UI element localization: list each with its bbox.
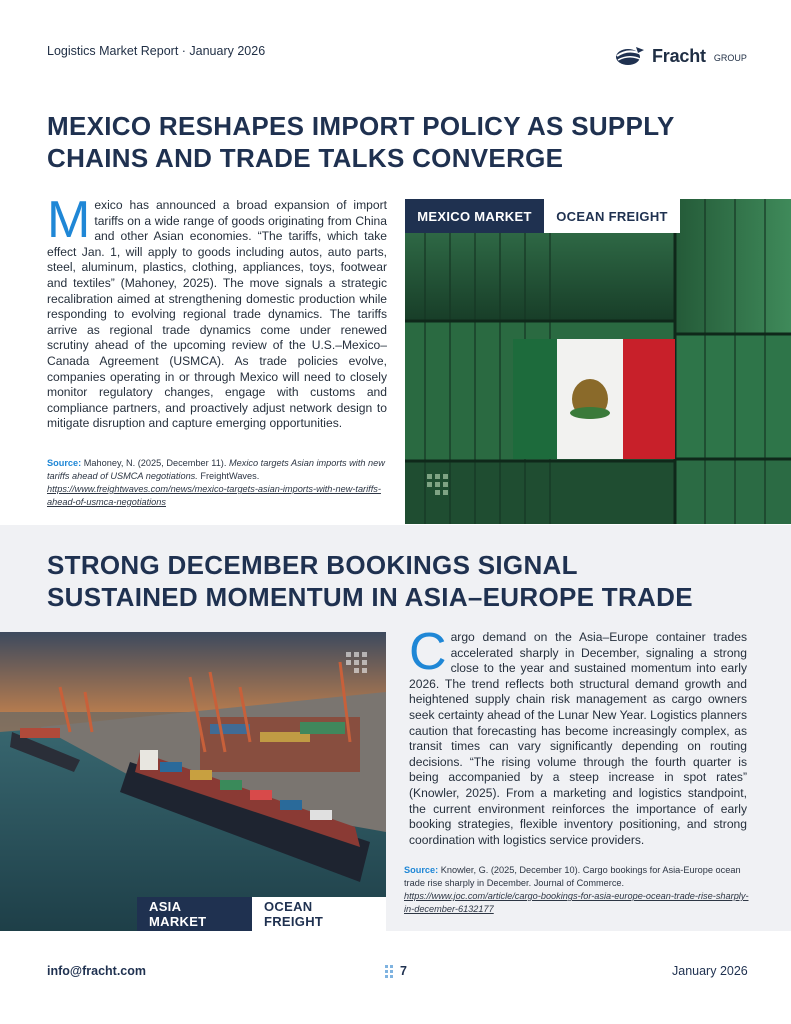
article2-source-label: Source: bbox=[404, 865, 439, 875]
article2-body-text: argo demand on the Asia–Europe container trades accelerated sharply in December, signaling a strong close to the year and sustained momentum into early 2026. The trend reflects both structural demand growth and heightened supply chain risk management as cargo owners seek certainty ahead of the Lunar New Year. Logistics planners caution that forecasting has become increasingly complex, as transit times can vary significantly depending on routing decisions. “The rising volume through the fourth quarter is being accompanied by a steep increase in spot rates” (Knowler, 2025). From a marketing and logistics standpoint, the current environment reinforces the importance of early booking strategies, flexible inventory positioning, and strong coordination with logistics service providers. bbox=[409, 630, 747, 847]
article1-body-text: exico has announced a broad expansion of import tariffs on a wide range of goods originating from China and other Asian economies. “The tariffs, which take effect Jan. 1, will apply to goods including autos, auto parts, steel, aluminum, plastics, clothing, appliances, toys, footwear and textiles” (Mahoney, 2025). The move signals a strategic recalibration aimed at strengthening domestic production while responding to evolving regional trade dynamics. The tariffs arrive as regional trade dynamics come under renewed scrutiny ahead of the upcoming review of the U.S.–Mexico–Canada Agreement (USMCA). As trade policies evolve, companies operating in or through Mexico will need to closely monitor regulatory changes, engage with customs and compliance partners, and proactively adjust network design to mitigate disruption and capture emerging opportunities. bbox=[47, 198, 387, 431]
fracht-globe-icon bbox=[614, 44, 646, 68]
logo-group-text: GROUP bbox=[713, 53, 747, 63]
footer-page-number bbox=[385, 964, 407, 978]
article1-source bbox=[47, 457, 387, 509]
article1-dropcap: M bbox=[47, 191, 91, 249]
article2-dropcap: C bbox=[409, 623, 447, 681]
article2-source-link[interactable]: https://www.joc.com/article/cargo-bookings-for-asia-europe-ocean-trade-rise-sharply-in-december-6132177 bbox=[404, 891, 749, 914]
article2-headline-line1: STRONG DECEMBER BOOKINGS SIGNAL bbox=[47, 550, 578, 580]
logo-wordmark: Fracht bbox=[652, 45, 706, 66]
tag-ocean-freight-2: OCEAN FREIGHT bbox=[252, 897, 386, 931]
article2-source bbox=[404, 864, 749, 916]
footer-email[interactable]: info@fracht.com bbox=[47, 964, 146, 978]
article1-source-label: Source: bbox=[47, 458, 82, 468]
port-ship-photo bbox=[0, 632, 386, 931]
article2-tagbar bbox=[137, 897, 386, 931]
page-dots-icon bbox=[385, 965, 393, 978]
fracht-logo[interactable] bbox=[614, 44, 747, 68]
article1-tagbar bbox=[405, 199, 680, 233]
tag-mexico-market: MEXICO MARKET bbox=[405, 199, 544, 233]
footer-date: January 2026 bbox=[672, 964, 748, 978]
article1-source-author: Mahoney, N. (2025, December 11). bbox=[83, 458, 227, 468]
article1-headline-line2: CHAINS AND TRADE TALKS CONVERGE bbox=[47, 143, 564, 173]
page-number: 7 bbox=[400, 964, 407, 978]
article1-headline bbox=[47, 110, 675, 174]
article1-source-link[interactable]: https://www.freightwaves.com/news/mexico-targets-asian-imports-with-new-tariffs-ahead-of-usmca-negotiations bbox=[47, 484, 381, 507]
article2-headline bbox=[47, 549, 693, 613]
article1-source-title: Mexico targets Asian imports with new tariffs ahead of USMCA negotiations. bbox=[47, 458, 385, 481]
tag-ocean-freight: OCEAN FREIGHT bbox=[544, 199, 680, 233]
mexico-containers-photo bbox=[405, 199, 791, 524]
article1-source-publisher: FreightWaves. bbox=[200, 471, 260, 481]
tag-asia-market: ASIA MARKET bbox=[137, 897, 252, 931]
article2-source-text: Knowler, G. (2025, December 10). Cargo bookings for Asia-Europe ocean trade rise sharply in December. Journal of Commerce. bbox=[404, 865, 741, 888]
article1-body bbox=[47, 191, 387, 432]
article1-headline-line1: MEXICO RESHAPES IMPORT POLICY AS SUPPLY bbox=[47, 111, 675, 141]
article2-body bbox=[409, 623, 747, 848]
report-header-title: Logistics Market Report · January 2026 bbox=[47, 44, 266, 58]
article2-headline-line2: SUSTAINED MOMENTUM IN ASIA–EUROPE TRADE bbox=[47, 582, 693, 612]
